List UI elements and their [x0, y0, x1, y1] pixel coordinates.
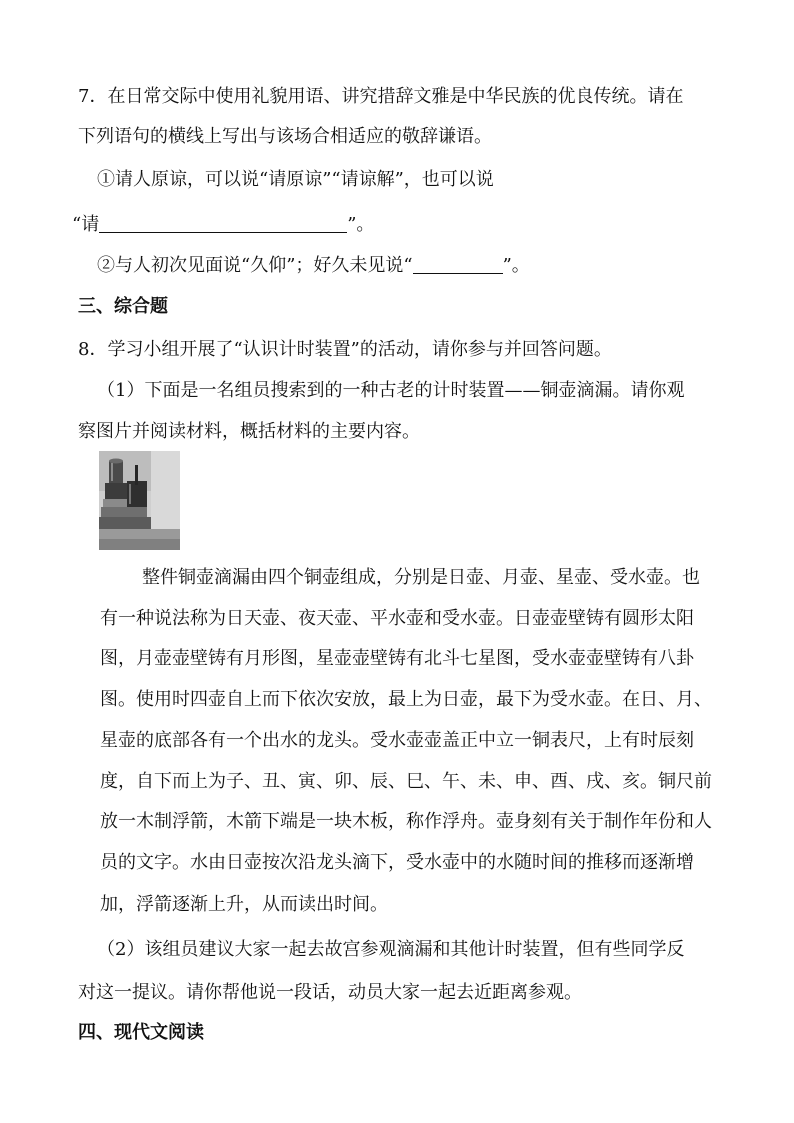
passage-line-6: 度，自下而上为子、丑、寅、卯、辰、巳、午、未、申、酉、戌、亥。铜尺前: [100, 771, 712, 792]
section-heading-3: 三、综合题: [78, 296, 168, 317]
passage-line-5: 星壶的底部各有一个出水的龙头。受水壶壶盖正中立一铜表尺，上有时辰刻: [100, 730, 694, 751]
q8-intro: 8．学习小组开展了“认识计时装置”的活动，请你参与并回答问题。: [78, 339, 612, 360]
q7-line-1: 7．在日常交际中使用礼貌用语、讲究措辞文雅是中华民族的优良传统。请在: [78, 86, 684, 107]
q7-item2-suffix: ”。: [502, 255, 530, 276]
answer-blank-2[interactable]: [413, 253, 503, 274]
section-heading-4: 四、现代文阅读: [78, 1022, 204, 1043]
passage-line-3: 图，月壶壶壁铸有月形图，星壶壶壁铸有北斗七星图，受水壶壶壁铸有八卦: [100, 648, 694, 669]
passage-line-7: 放一木制浮箭，木箭下端是一块木板，称作浮舟。壶身刻有关于制作年份和人: [100, 811, 712, 832]
passage-line-2: 有一种说法称为日天壶、夜天壶、平水壶和受水壶。日壶壶壁铸有圆形太阳: [100, 608, 694, 629]
q7-item1-prefix: “请: [72, 214, 100, 235]
q8-sub2-line-2: 对这一提议。请你帮他说一段话，动员大家一起去近距离参观。: [78, 982, 582, 1003]
q7-item1-line-a: ①请人原谅，可以说“请原谅”“请谅解”，也可以说: [97, 169, 494, 190]
passage-line-4: 图。使用时四壶自上而下依次安放，最上为日壶，最下为受水壶。在日、月、: [100, 689, 712, 710]
passage-line-1: 整件铜壶滴漏由四个铜壶组成，分别是日壶、月壶、星壶、受水壶。也: [142, 567, 700, 588]
passage-line-9: 加，浮箭逐渐上升，从而读出时间。: [100, 894, 388, 915]
answer-blank-1[interactable]: [99, 212, 347, 233]
q7-item1-line-b: [72, 212, 374, 237]
q7-item2-prefix: ②与人初次见面说“久仰”；好久未见说“: [97, 255, 413, 276]
clepsydra-photo: [99, 451, 180, 550]
q7-item1-suffix: ”。: [347, 214, 375, 235]
q7-line-2: 下列语句的横线上写出与该场合相适应的敬辞谦语。: [78, 126, 492, 147]
q7-item2-line: [97, 253, 530, 278]
passage-line-8: 员的文字。水由日壶按次沿龙头滴下，受水壶中的水随时间的推移而逐渐增: [100, 852, 694, 873]
q8-sub1-line-1: （1）下面是一名组员搜索到的一种古老的计时装置——铜壶滴漏。请你观: [97, 380, 685, 401]
q8-sub1-line-2: 察图片并阅读材料，概括材料的主要内容。: [78, 421, 420, 442]
q8-sub2-line-1: （2）该组员建议大家一起去故宫参观滴漏和其他计时装置，但有些同学反: [97, 939, 685, 960]
